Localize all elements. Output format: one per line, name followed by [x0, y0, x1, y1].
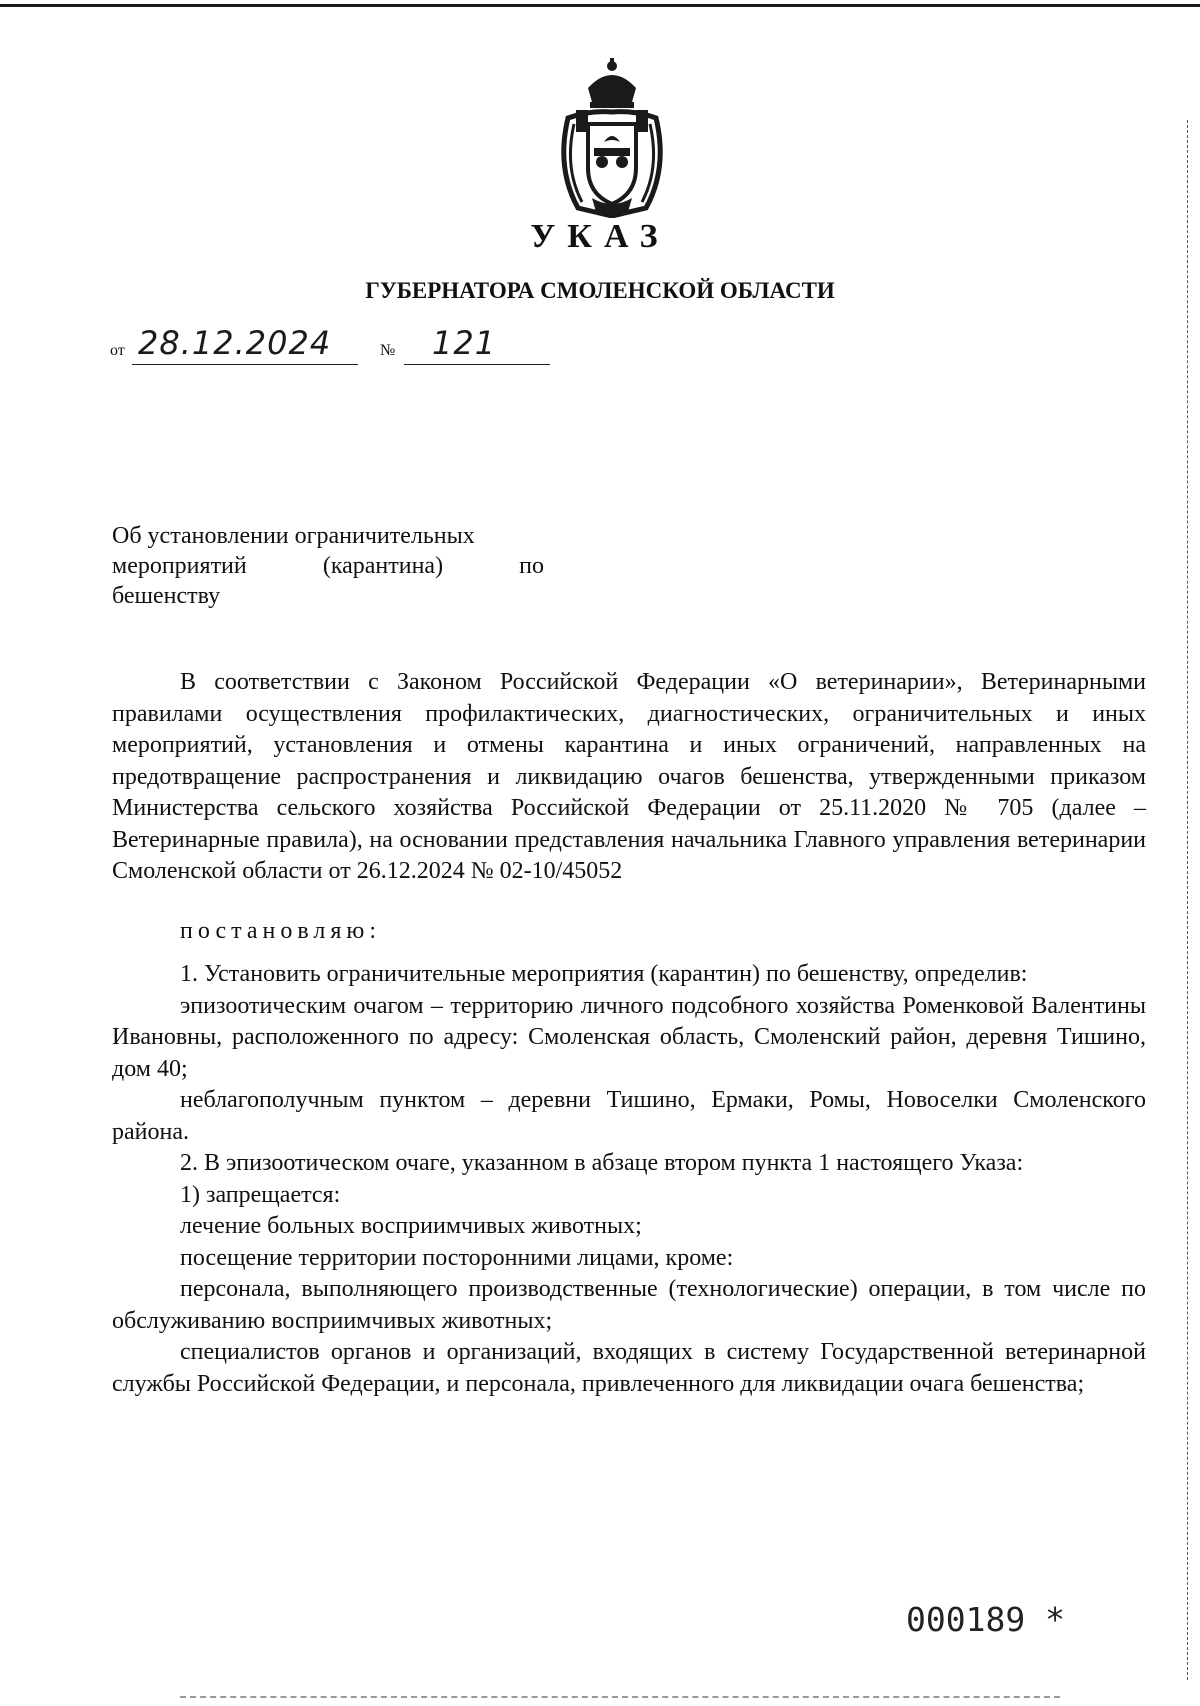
number-prefix: № — [380, 342, 396, 359]
paragraph: посещение территории посторонними лицами, кроме: — [180, 1244, 734, 1271]
subject-line: бешенству — [112, 583, 221, 609]
paragraph: 1. Установить ограничительные мероприятия (карантин) по бешенству, определив: — [180, 961, 1028, 987]
page-code: 000189 * — [906, 1600, 1065, 1639]
paragraph: 2. В эпизоотическом очаге, указанном в абзаце втором пункта 1 настоящего Указа: — [180, 1150, 1024, 1176]
date-number-row — [110, 326, 550, 366]
number-handwritten: 121 — [432, 324, 497, 362]
paragraph: лечение больных восприимчивых животных; — [180, 1213, 642, 1239]
subject-line: Об установлении ограничительных — [112, 523, 475, 549]
bottom-scan-marks — [180, 1696, 1060, 1702]
paragraph: 1) запрещается: — [180, 1181, 341, 1208]
paragraph: неблагополучным пунктом – деревни Тишино, Ермаки, Ромы, Новоселки Смоленского района. — [112, 1087, 1146, 1145]
paragraph: персонала, выполняющего производственные (технологические) операции, в том числе по обслуживанию восприимчивых животных; — [112, 1276, 1146, 1334]
preamble-paragraph: В соответствии с Законом Российской Федерации «О ветеринарии», Ветеринарными правилами осуществления профилактических, диагностических, ограничительных и иных мероприятий, установления и отмены карантина и иных ограничений, направленных на предотвращение распространения и ликвидацию очагов бешенства, утвержденными приказом Министерства сельского хозяйства Российской Федерации от 25.11.2020 № 705 (далее – Ветеринарные правила), на основании представления начальника Главного управления ветеринарии Смоленской области от 26.12.2024 № 02-10/45052 — [112, 669, 1146, 884]
subject-line: мероприятий (карантина) по — [112, 553, 544, 579]
document-body — [112, 667, 1146, 1400]
scan-edge — [1186, 120, 1188, 1680]
paragraph: специалистов органов и организаций, входящих в систему Государственной ветеринарной службы Российской Федерации, и персонала, привлеченного для ликвидации очага бешенства; — [112, 1339, 1146, 1397]
date-handwritten: 28.12.2024 — [138, 324, 332, 362]
date-prefix: от — [110, 342, 125, 359]
coat-of-arms-icon — [548, 58, 676, 218]
number-underline — [404, 364, 550, 365]
document-subtitle: ГУБЕРНАТОРА СМОЛЕНСКОЙ ОБЛАСТИ — [365, 278, 835, 303]
document-title: УКАЗ — [530, 218, 670, 255]
paragraph: эпизоотическим очагом – территорию личного подсобного хозяйства Роменковой Валентины Ивановны, расположенного по адресу: Смоленская область, Смоленский район, деревня Тишино, дом 40; — [112, 992, 1146, 1082]
resolve-word: постановляю: — [180, 917, 381, 944]
date-underline — [132, 364, 358, 365]
top-border — [0, 4, 1200, 7]
document-subject — [112, 521, 544, 611]
